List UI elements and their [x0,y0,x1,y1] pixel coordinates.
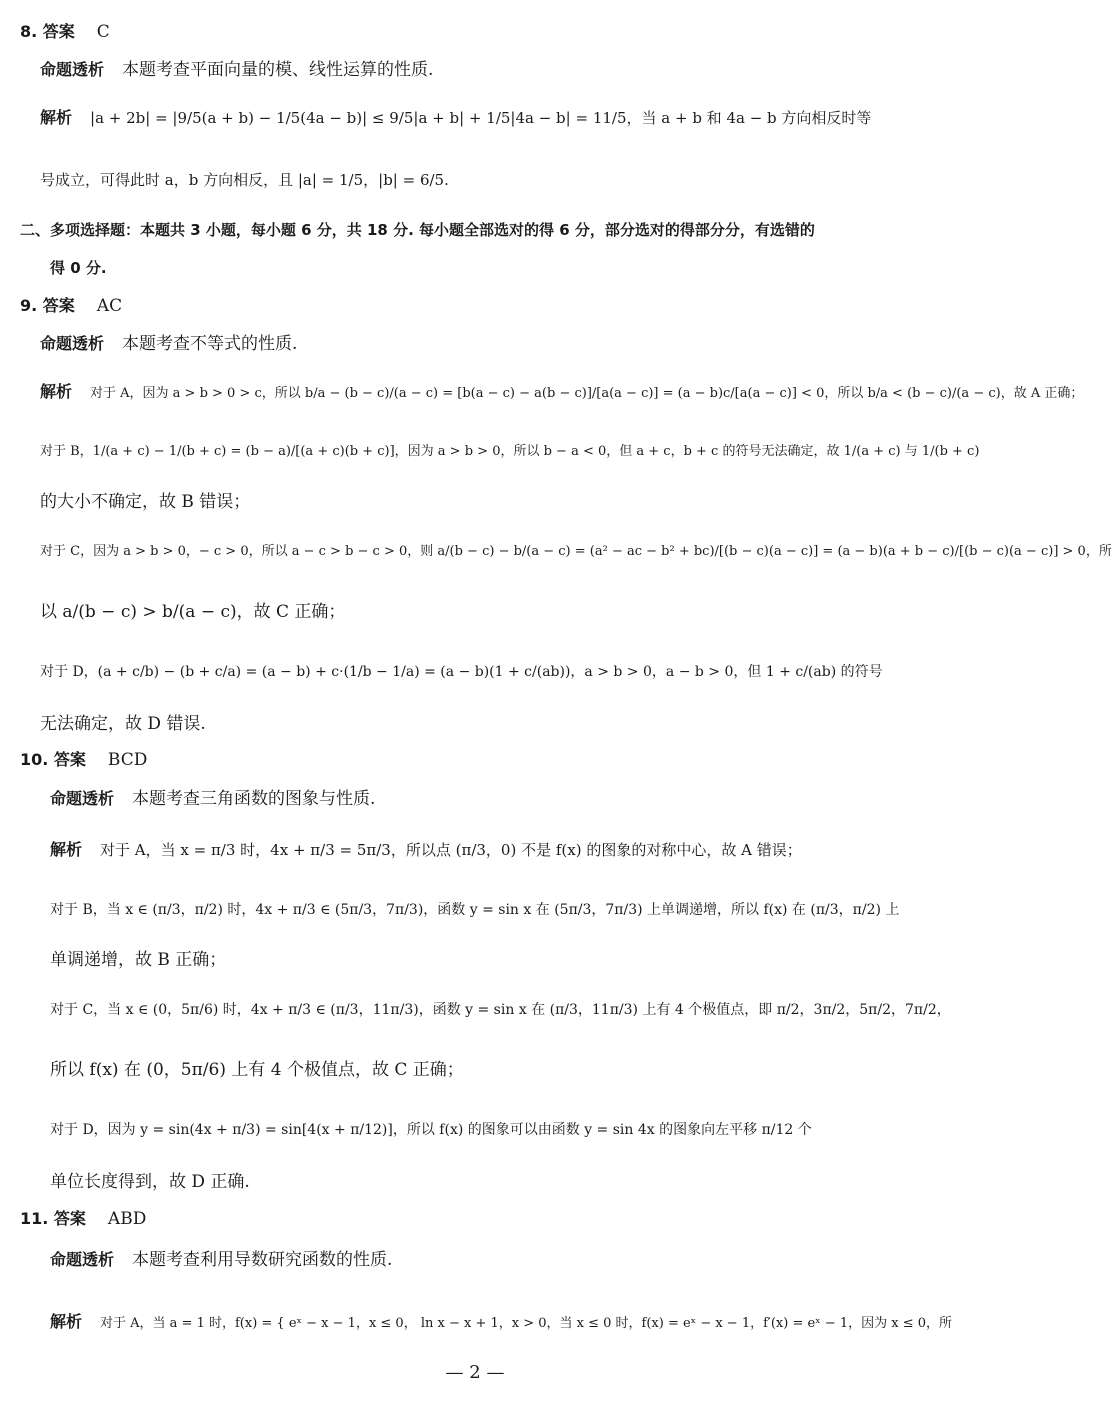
q10-toushi-label: 命题透析 [50,789,115,808]
q10-line-c2: 所以 f(x) 在 (0，5π/6) 上有 4 个极值点，故 C 正确； [50,1060,464,1080]
page-number: — 2 — [445,1362,505,1383]
q9-line-c: 对于 C，因为 a > b > 0，− c > 0，所以 a − c > b − c > 0，则 a/(b − c) − b/(a − c) = (a² − ac − b² + bc)/[(b − c)(a − c)] = (a − b)(a + b − c)/[(b − c)(a − c)] > 0，所 [40,544,1112,559]
q8-toushi-label: 命题透析 [40,60,105,79]
section2-title-line2: 得 0 分. [50,259,107,277]
q10-toushi [50,787,375,811]
q9-head: 9. 答案 [20,296,75,315]
q10-line-d: 对于 D，因为 y = sin(4x + π/3) = sin[4(x + π/12)]，所以 f(x) 的图象可以由函数 y = sin 4x 的图象向左平移 π/12 个 [50,1122,812,1138]
q9-header [20,294,122,318]
q8-jiexi-line1 [40,106,871,130]
q9-line-c2: 以 a/(b − c) > b/(a − c)，故 C 正确； [40,602,346,622]
q9-line-d2: 无法确定，故 D 错误. [40,714,206,734]
q11-answer: ABD [107,1209,147,1229]
q10-line-b: 对于 B，当 x ∈ (π/3，π/2) 时，4x + π/3 ∈ (5π/3，7π/3)，函数 y = sin x 在 (5π/3，7π/3) 上单调递增，所以 f(x) 在 (π/3，π/2) 上 [50,902,900,918]
q11-jiexi-line1 [50,1310,952,1336]
q11-head: 11. 答案 [20,1209,86,1228]
q11-line-a: 对于 A，当 a = 1 时，f(x) = { eˣ − x − 1，x ≤ 0， ln x − x + 1，x > 0，当 x ≤ 0 时，f(x) = eˣ − x − 1，f′(x) = eˣ − 1，因为 x ≤ 0，所 [100,1316,953,1331]
q10-head: 10. 答案 [20,750,86,769]
q8-jiexi-text1: |a + 2b| = |9/5(a + b) − 1/5(4a − b)| ≤ 9/5|a + b| + 1/5|4a − b| = 11/5，当 a + b 和 4a − b 方向相反时等 [90,109,872,127]
q8-jiexi-label: 解析 [40,108,73,127]
q9-toushi-label: 命题透析 [40,334,105,353]
q9-line-a: 对于 A，因为 a > b > 0 > c，所以 b/a − (b − c)/(a − c) = [b(a − c) − a(b − c)]/[a(a − c)] = (a − b)c/[a(a − c)] < 0，所以 b/a < (b − c)/(a − c)，故 A 正确； [90,386,1084,401]
q10-line-a: 对于 A，当 x = π/3 时，4x + π/3 = 5π/3，所以点 (π/3，0) 不是 f(x) 的图象的对称中心，故 A 错误； [100,841,802,859]
q8-answer: C [96,22,110,42]
q10-toushi-text: 本题考查三角函数的图象与性质. [132,789,376,809]
q8-head: 8. 答案 [20,22,75,41]
q11-jiexi-label: 解析 [50,1312,83,1331]
q9-toushi [40,332,297,356]
q10-line-d2: 单位长度得到，故 D 正确. [50,1172,250,1192]
q10-header [20,748,147,772]
q9-line-b2: 的大小不确定，故 B 错误； [40,492,251,512]
q10-line-c: 对于 C，当 x ∈ (0，5π/6) 时，4x + π/3 ∈ (π/3，11π/3)，函数 y = sin x 在 (π/3，11π/3) 上有 4 个极值点，即 π/2，3π/2，5π/2，7π/2， [50,1002,951,1018]
q9-jiexi-line1 [40,380,1083,406]
q9-line-d: 对于 D，(a + c/b) − (b + c/a) = (a − b) + c·(1/b − 1/a) = (a − b)(1 + c/(ab))，a > b > 0，a − b > 0，但 1 + c/(ab) 的符号 [40,664,883,680]
q8-header [20,20,110,44]
q11-toushi-label: 命题透析 [50,1250,115,1269]
q11-toushi [50,1248,392,1272]
q10-line-b2: 单调递增，故 B 正确； [50,950,227,970]
q9-line-b: 对于 B，1/(a + c) − 1/(b + c) = (b − a)/[(a + c)(b + c)]，因为 a > b > 0，所以 b − a < 0，但 a + c，b + c 的符号无法确定，故 1/(a + c) 与 1/(b + c) [40,444,980,459]
q11-header [20,1207,146,1231]
q10-jiexi-line1 [50,838,802,862]
q8-jiexi-line2: 号成立，可得此时 a，b 方向相反，且 |a| = 1/5，|b| = 6/5. [40,171,449,189]
section2-title-line1: 二、多项选择题：本题共 3 小题，每小题 6 分，共 18 分. 每小题全部选对的得 6 分，部分选对的得部分分，有选错的 [20,221,815,239]
q10-answer: BCD [107,750,148,770]
q9-toushi-text: 本题考查不等式的性质. [122,334,298,354]
q9-answer: AC [96,296,123,316]
q11-toushi-text: 本题考查利用导数研究函数的性质. [132,1250,393,1270]
q9-jiexi-label: 解析 [40,382,73,401]
q10-jiexi-label: 解析 [50,840,83,859]
q8-toushi-text: 本题考查平面向量的模、线性运算的性质. [122,60,434,80]
q8-toushi [40,58,433,82]
